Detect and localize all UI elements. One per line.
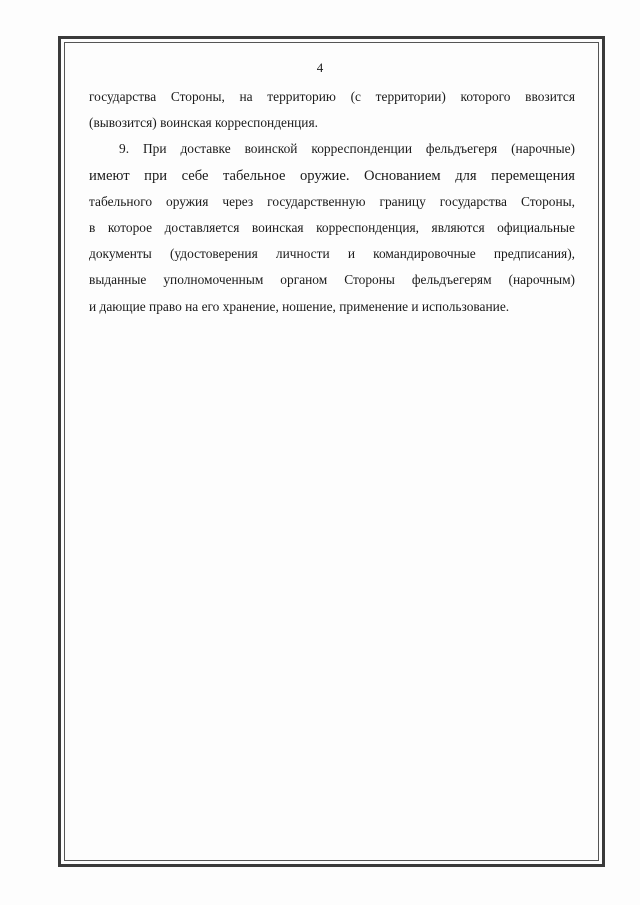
- text-line: и дающие право на его хранение, ношение, применение и использование.: [89, 298, 510, 314]
- text-line: в которое доставляется воинская корреспонденция, являются официальные: [89, 219, 575, 235]
- text-line: имеют при себе табельное оружие. Основанием для перемещения: [89, 167, 575, 184]
- body-text: [89, 84, 575, 320]
- text-line: табельного оружия через государственную границу государства Стороны,: [89, 193, 575, 209]
- paragraph-start-line: 9. При доставке воинской корреспонденции фельдъегеря (нарочные): [119, 141, 575, 157]
- text-line: документы (удостоверения личности и командировочные предписания),: [89, 246, 575, 262]
- text-line: государства Стороны, на территорию (с территории) которого ввозится: [89, 89, 575, 104]
- page-number: 4: [316, 60, 324, 75]
- text-line: (вывозится) воинская корреспонденция.: [89, 115, 318, 131]
- text-line: выданные уполномоченным органом Стороны фельдъегерям (нарочным): [89, 272, 575, 288]
